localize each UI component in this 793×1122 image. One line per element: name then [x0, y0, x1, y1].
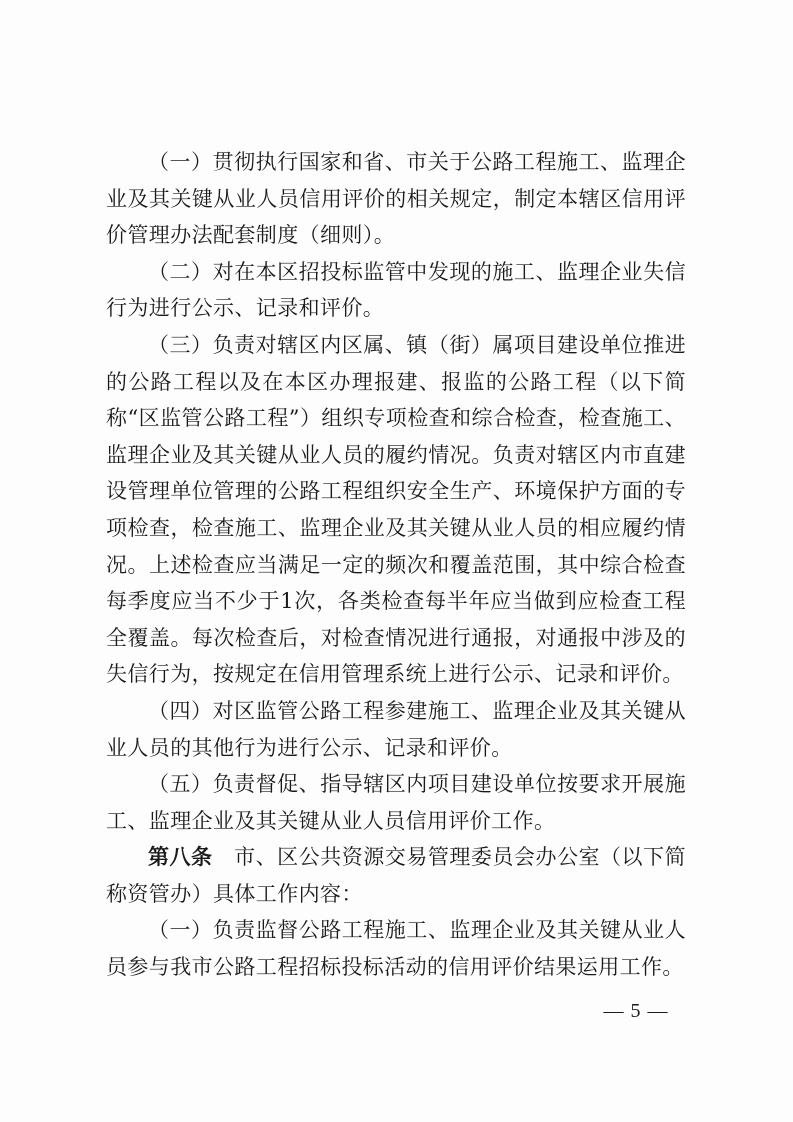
paragraph-4	[106, 693, 686, 766]
paragraph-3	[106, 327, 686, 693]
paragraph-2-text: （二）对在本区招投标监管中发现的施工、监理企业失信行为进行公示、记录和评价。	[106, 259, 686, 321]
paragraph-4-text: （四）对区监管公路工程参建施工、监理企业及其关键从业人员的其他行为进行公示、记录和评价。	[106, 698, 686, 760]
article-8-heading: 第八条	[148, 844, 213, 870]
page-number: — 5 —	[603, 1000, 669, 1022]
paragraph-7-text: （一）负责监督公路工程施工、监理企业及其关键从业人员参与我市公路工程招标投标活动的信用评价结果运用工作。	[106, 918, 686, 980]
paragraph-1	[106, 144, 686, 254]
paragraph-5	[106, 766, 686, 839]
article-8-paragraph	[106, 839, 686, 912]
paragraph-1-text: （一）贯彻执行国家和省、市关于公路工程施工、监理企业及其关键从业人员信用评价的相关规定，制定本辖区信用评价管理办法配套制度（细则）。	[106, 150, 686, 248]
article-8-text: 市、区公共资源交易管理委员会办公室（以下简称资管办）具体工作内容：	[106, 845, 686, 906]
paragraph-5-text: （五）负责督促、指导辖区内项目建设单位按要求开展施工、监理企业及其关键从业人员信用评价工作。	[106, 772, 686, 833]
paragraph-3-text: （三）负责对辖区内区属、镇（街）属项目建设单位推进的公路工程以及在本区办理报建、报监的公路工程（以下简称“区监管公路工程”）组织专项检查和综合检查，检查施工、监理企业及其关键从业人员的履约情况。负责对辖区内市直建设管理单位管理的公路工程组织安全生产、环境保护方面的专项检查，检查施工、监理企业及其关键从业人员的相应履约情况。上述检查应当满足一定的频次和覆盖范围，其中综合检查每季度应当不少于1次，各类检查每半年应当做到应检查工程全覆盖。每次检查后，对检查情况进行通报，对通报中涉及的失信行为，按规定在信用管理系统上进行公示、记录和评价。	[106, 332, 686, 687]
paragraph-2	[106, 254, 686, 327]
paragraph-7	[106, 912, 686, 985]
document-body	[106, 144, 686, 986]
